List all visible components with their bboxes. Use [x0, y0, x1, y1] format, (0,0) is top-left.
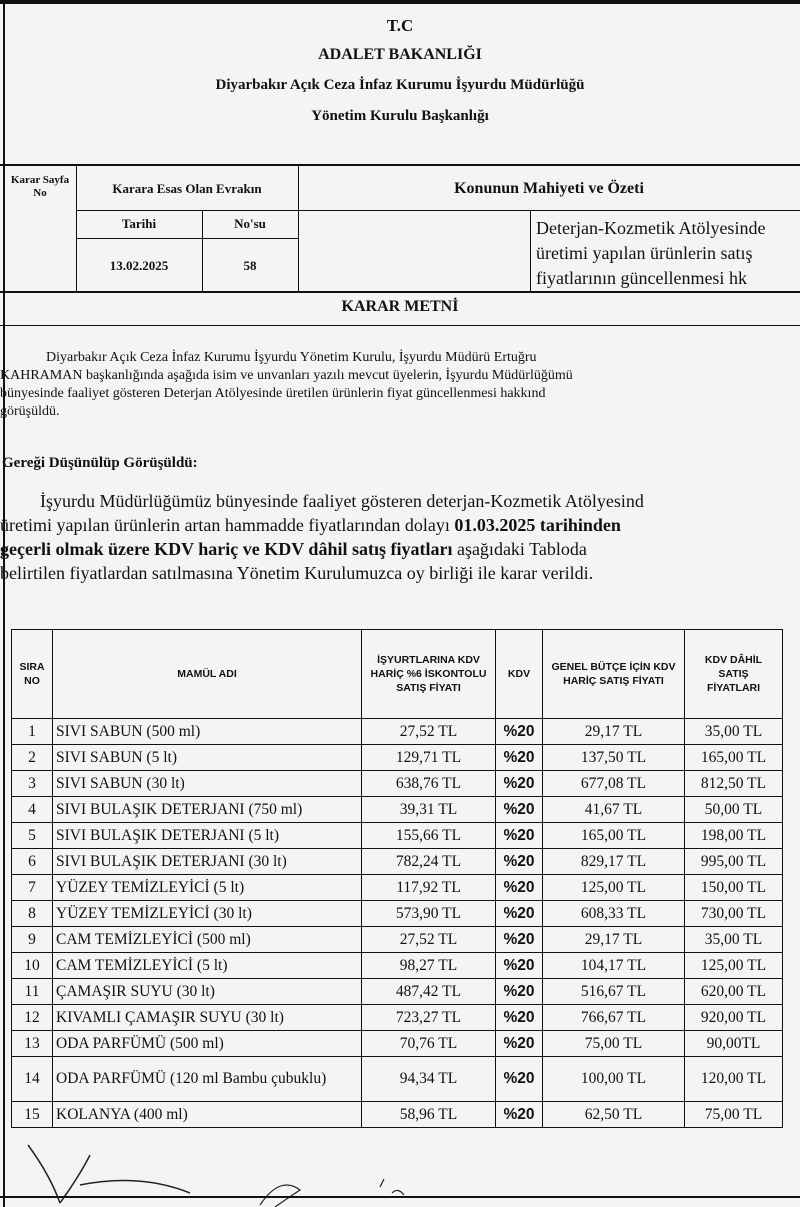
table-row	[12, 1031, 783, 1057]
paragraph-1-line-3: bünyesinde faaliyet gösteren Deterjan Atölyesinde üretilen ürünlerin fiyat güncellenmesi hakkınd	[0, 386, 546, 401]
row-kdv: %20	[496, 745, 543, 771]
row-dahil-price: 90,00TL	[685, 1031, 783, 1057]
row-iskontolu-price: 155,66 TL	[362, 823, 496, 849]
header-board: Yönetim Kurulu Başkanlığı	[311, 108, 489, 124]
header-genel-butce: GENEL BÜTÇE İÇİN KDV HARİÇ SATIŞ FİYATI	[543, 630, 685, 719]
row-dahil-price: 995,00 TL	[685, 849, 783, 875]
table-row	[12, 979, 783, 1005]
tarih-label: Tarihi	[121, 216, 157, 231]
table-row	[12, 849, 783, 875]
row-dahil-price: 120,00 TL	[685, 1057, 783, 1102]
row-iskontolu-price: 58,96 TL	[362, 1102, 496, 1128]
table-row	[12, 1005, 783, 1031]
row-name: KIVAMLI ÇAMAŞIR SUYU (30 lt)	[53, 1005, 362, 1031]
karar-metni-heading: KARAR METNİ	[341, 298, 459, 315]
row-dahil-price: 75,00 TL	[685, 1102, 783, 1128]
price-rows	[12, 719, 783, 1128]
row-dahil-price: 730,00 TL	[685, 901, 783, 927]
table-row	[12, 771, 783, 797]
row-genel-price: 104,17 TL	[543, 953, 685, 979]
row-no: 7	[12, 875, 53, 901]
header-kdv-dahil: KDV DÂHİL SATIŞ FİYATLARI	[685, 630, 783, 719]
karar-sayfa-no-label: Karar Sayfa No	[10, 174, 70, 199]
gereği-heading: Gereği Düşünülüp Görüşüldü:	[2, 455, 198, 471]
row-no: 2	[12, 745, 53, 771]
row-iskontolu-price: 487,42 TL	[362, 979, 496, 1005]
table-row	[12, 797, 783, 823]
row-kdv: %20	[496, 901, 543, 927]
row-name: SIVI SABUN (500 ml)	[53, 719, 362, 745]
row-kdv: %20	[496, 953, 543, 979]
row-no: 12	[12, 1005, 53, 1031]
table-row	[12, 719, 783, 745]
bottom-rule	[0, 1196, 800, 1198]
row-name: ODA PARFÜMÜ (120 ml Bambu çubuklu)	[53, 1057, 362, 1102]
row-dahil-price: 920,00 TL	[685, 1005, 783, 1031]
row-no: 13	[12, 1031, 53, 1057]
table-row	[12, 953, 783, 979]
row-name: YÜZEY TEMİZLEYİCİ (30 lt)	[53, 901, 362, 927]
row-kdv: %20	[496, 927, 543, 953]
row-kdv: %20	[496, 823, 543, 849]
row-iskontolu-price: 94,34 TL	[362, 1057, 496, 1102]
header-iskontolu: İŞYURTLARINA KDV HARİÇ %6 İSKONTOLU SATIŞ FİYATI	[362, 630, 496, 719]
box-line-karar	[0, 325, 800, 326]
row-iskontolu-price: 782,24 TL	[362, 849, 496, 875]
row-genel-price: 75,00 TL	[543, 1031, 685, 1057]
row-genel-price: 766,67 TL	[543, 1005, 685, 1031]
table-row	[12, 745, 783, 771]
row-dahil-price: 35,00 TL	[685, 719, 783, 745]
box-line-inner	[76, 238, 298, 239]
row-no: 11	[12, 979, 53, 1005]
paragraph-1-line-4: görüşüldü.	[0, 404, 60, 419]
table-row	[12, 823, 783, 849]
row-iskontolu-price: 117,92 TL	[362, 875, 496, 901]
box-line-mid	[76, 210, 800, 211]
paragraph-2-line-4: belirtilen fiyatlardan satılmasına Yönetim Kurulumuzca oy birliği ile karar verildi.	[0, 563, 594, 583]
paragraph-1-line-2: KAHRAMAN başkanlığında aşağıda isim ve unvanları yazılı mevcut üyelerin, İşyurdu Müdürlüğümü	[0, 368, 573, 383]
row-kdv: %20	[496, 1057, 543, 1102]
tarih-value: 13.02.2025	[109, 258, 169, 273]
box-line-bottom	[0, 291, 800, 293]
row-name: ÇAMAŞIR SUYU (30 lt)	[53, 979, 362, 1005]
row-iskontolu-price: 98,27 TL	[362, 953, 496, 979]
row-iskontolu-price: 573,90 TL	[362, 901, 496, 927]
table-row	[12, 1057, 783, 1102]
row-name: CAM TEMİZLEYİCİ (5 lt)	[53, 953, 362, 979]
row-no: 4	[12, 797, 53, 823]
row-dahil-price: 812,50 TL	[685, 771, 783, 797]
paragraph-2-line-2	[0, 514, 800, 537]
header-kdv: KDV	[496, 630, 543, 719]
row-genel-price: 608,33 TL	[543, 901, 685, 927]
row-name: SIVI BULAŞIK DETERJANI (30 lt)	[53, 849, 362, 875]
row-genel-price: 125,00 TL	[543, 875, 685, 901]
row-dahil-price: 35,00 TL	[685, 927, 783, 953]
header-institution: Diyarbakır Açık Ceza İnfaz Kurumu İşyurdu Müdürlüğü	[215, 77, 585, 93]
row-no: 3	[12, 771, 53, 797]
row-name: ODA PARFÜMÜ (500 ml)	[53, 1031, 362, 1057]
row-iskontolu-price: 70,76 TL	[362, 1031, 496, 1057]
row-no: 9	[12, 927, 53, 953]
signature-mark	[20, 1115, 440, 1207]
header-ministry: ADALET BAKANLIĞI	[318, 46, 482, 63]
left-border	[3, 0, 5, 1207]
row-no: 5	[12, 823, 53, 849]
row-name: SIVI BULAŞIK DETERJANI (750 ml)	[53, 797, 362, 823]
row-name: CAM TEMİZLEYİCİ (500 ml)	[53, 927, 362, 953]
paragraph-2-line-2-text: üretimi yapılan ürünlerin artan hammadde fiyatlarından dolayı	[0, 515, 455, 535]
row-iskontolu-price: 129,71 TL	[362, 745, 496, 771]
row-kdv: %20	[496, 849, 543, 875]
row-dahil-price: 150,00 TL	[685, 875, 783, 901]
row-dahil-price: 198,00 TL	[685, 823, 783, 849]
table-row	[12, 901, 783, 927]
row-genel-price: 41,67 TL	[543, 797, 685, 823]
row-dahil-price: 620,00 TL	[685, 979, 783, 1005]
summary-line-1: Deterjan-Kozmetik Atölyesinde	[536, 218, 766, 238]
effective-date: 01.03.2025 tarihinden	[454, 515, 621, 535]
row-genel-price: 137,50 TL	[543, 745, 685, 771]
evrak-label: Karara Esas Olan Evrakın	[112, 181, 262, 196]
row-kdv: %20	[496, 719, 543, 745]
row-no: 1	[12, 719, 53, 745]
price-table	[11, 629, 783, 1128]
row-genel-price: 100,00 TL	[543, 1057, 685, 1102]
row-dahil-price: 165,00 TL	[685, 745, 783, 771]
row-iskontolu-price: 27,52 TL	[362, 927, 496, 953]
box-v4	[530, 210, 531, 291]
header-mamul-adi: MAMÜL ADI	[53, 630, 362, 719]
row-iskontolu-price: 39,31 TL	[362, 797, 496, 823]
row-iskontolu-price: 723,27 TL	[362, 1005, 496, 1031]
row-no: 15	[12, 1102, 53, 1128]
row-iskontolu-price: 638,76 TL	[362, 771, 496, 797]
row-iskontolu-price: 27,52 TL	[362, 719, 496, 745]
no-value: 58	[243, 258, 257, 273]
paragraph-2-line-3-text: aşağıdaki Tabloda	[452, 539, 587, 559]
row-name: SIVI SABUN (5 lt)	[53, 745, 362, 771]
top-border	[0, 0, 800, 4]
row-kdv: %20	[496, 1102, 543, 1128]
row-genel-price: 677,08 TL	[543, 771, 685, 797]
row-name: YÜZEY TEMİZLEYİCİ (5 lt)	[53, 875, 362, 901]
row-genel-price: 29,17 TL	[543, 927, 685, 953]
row-genel-price: 165,00 TL	[543, 823, 685, 849]
row-no: 14	[12, 1057, 53, 1102]
row-genel-price: 62,50 TL	[543, 1102, 685, 1128]
row-no: 10	[12, 953, 53, 979]
row-genel-price: 516,67 TL	[543, 979, 685, 1005]
summary-line-3: fiyatlarının güncellenmesi hk	[536, 268, 747, 288]
row-genel-price: 29,17 TL	[543, 719, 685, 745]
row-no: 8	[12, 901, 53, 927]
box-line-top	[0, 164, 800, 166]
row-name: KOLANYA (400 ml)	[53, 1102, 362, 1128]
row-genel-price: 829,17 TL	[543, 849, 685, 875]
row-kdv: %20	[496, 875, 543, 901]
row-dahil-price: 125,00 TL	[685, 953, 783, 979]
table-header-row	[12, 630, 783, 719]
row-no: 6	[12, 849, 53, 875]
paragraph-2-line-1: İşyurdu Müdürlüğümüz bünyesinde faaliyet gösteren deterjan-Kozmetik Atölyesind	[40, 491, 644, 511]
summary-line-2: üretimi yapılan ürünlerin satış	[536, 243, 753, 263]
header-sira-no: SIRA NO	[12, 630, 53, 719]
no-label: No'su	[234, 216, 266, 231]
row-kdv: %20	[496, 1031, 543, 1057]
row-kdv: %20	[496, 979, 543, 1005]
row-kdv: %20	[496, 771, 543, 797]
konu-label: Konunun Mahiyeti ve Özeti	[454, 180, 644, 197]
paragraph-1-line-1: Diyarbakır Açık Ceza İnfaz Kurumu İşyurdu Yönetim Kurulu, İşyurdu Müdürü Ertuğru	[46, 350, 537, 365]
header-tc: T.C	[386, 16, 414, 35]
paragraph-2-bold: geçerli olmak üzere KDV hariç ve KDV dâhil satış fiyatları	[0, 539, 453, 559]
row-kdv: %20	[496, 797, 543, 823]
row-kdv: %20	[496, 1005, 543, 1031]
table-row	[12, 927, 783, 953]
row-dahil-price: 50,00 TL	[685, 797, 783, 823]
paragraph-2-line-3	[0, 538, 800, 561]
table-row	[12, 875, 783, 901]
row-name: SIVI BULAŞIK DETERJANI (5 lt)	[53, 823, 362, 849]
row-name: SIVI SABUN (30 lt)	[53, 771, 362, 797]
